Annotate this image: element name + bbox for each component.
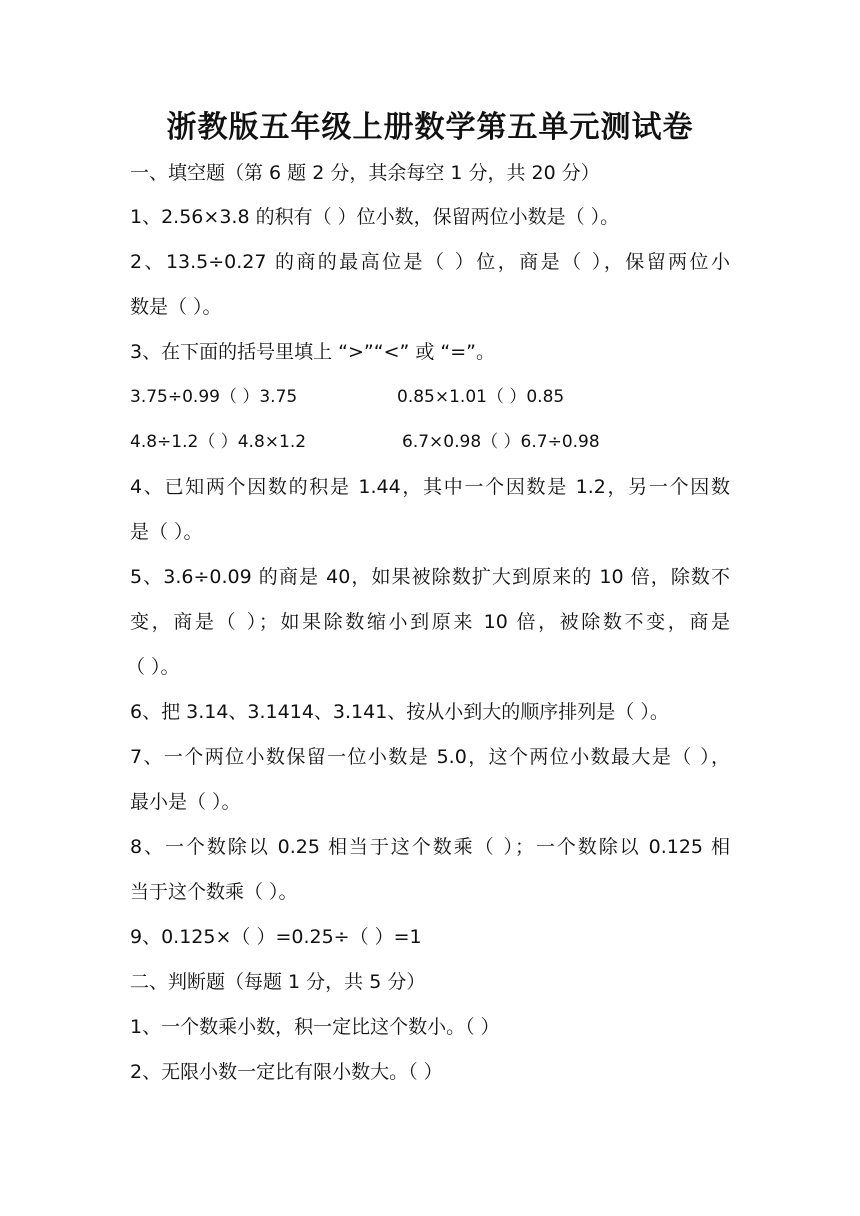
section-heading-true-false: 二、判断题（每题 1 分，共 5 分）	[130, 971, 426, 993]
section-heading-fill-blank: 一、填空题（第 6 题 2 分，其余每空 1 分，共 20 分）	[130, 162, 600, 184]
question-7-line-1: 7、一个两位小数保留一位小数是 5.0，这个两位小数最大是（ ），	[130, 746, 730, 768]
question-9: 9、0.125×（ ）=0.25÷（ ）=1	[130, 926, 422, 948]
question-8-line-1: 8、一个数除以 0.25 相当于这个数乘（ ）；一个数除以 0.125 相	[130, 836, 730, 858]
tf-question-2: 2、无限小数一定比有限小数大。（ ）	[130, 1061, 443, 1083]
question-5-line-1: 5、3.6÷0.09 的商是 40，如果被除数扩大到原来的 10 倍，除数不	[130, 566, 730, 588]
page-title: 浙教版五年级上册数学第五单元测试卷	[166, 110, 694, 145]
question-4-line-1: 4、已知两个因数的积是 1.44，其中一个因数是 1.2，另一个因数	[130, 476, 730, 498]
question-3-row-2-right: 6.7×0.98（ ）6.7÷0.98	[402, 432, 600, 452]
question-4-line-2: 是（ ）。	[130, 521, 203, 543]
question-3: 3、在下面的括号里填上 “>”“<” 或 “=”。	[130, 341, 496, 363]
question-3-row-1-right: 0.85×1.01（ ）0.85	[397, 387, 565, 407]
question-3-row-2-left: 4.8÷1.2（ ）4.8×1.2	[130, 432, 307, 452]
question-2-line-2: 数是（ ）。	[130, 296, 222, 318]
question-3-row-1-left: 3.75÷0.99（ ）3.75	[130, 387, 298, 407]
question-5-line-2: 变，商是（ ）；如果除数缩小到原来 10 倍，被除数不变，商是	[130, 611, 730, 633]
question-1: 1、2.56×3.8 的积有（ ）位小数，保留两位小数是（ ）。	[130, 206, 620, 228]
question-5-line-3: （ ）。	[126, 656, 180, 678]
question-2-line-1: 2、13.5÷0.27 的商的最高位是（ ）位，商是（ ），保留两位小	[130, 251, 730, 273]
question-6: 6、把 3.14、3.1414、3.141、按从小到大的顺序排列是（ ）。	[130, 701, 669, 723]
question-7-line-2: 最小是（ ）。	[130, 791, 241, 813]
tf-question-1: 1、一个数乘小数，积一定比这个数小。（ ）	[130, 1016, 500, 1038]
question-8-line-2: 当于这个数乘（ ）。	[130, 881, 298, 903]
